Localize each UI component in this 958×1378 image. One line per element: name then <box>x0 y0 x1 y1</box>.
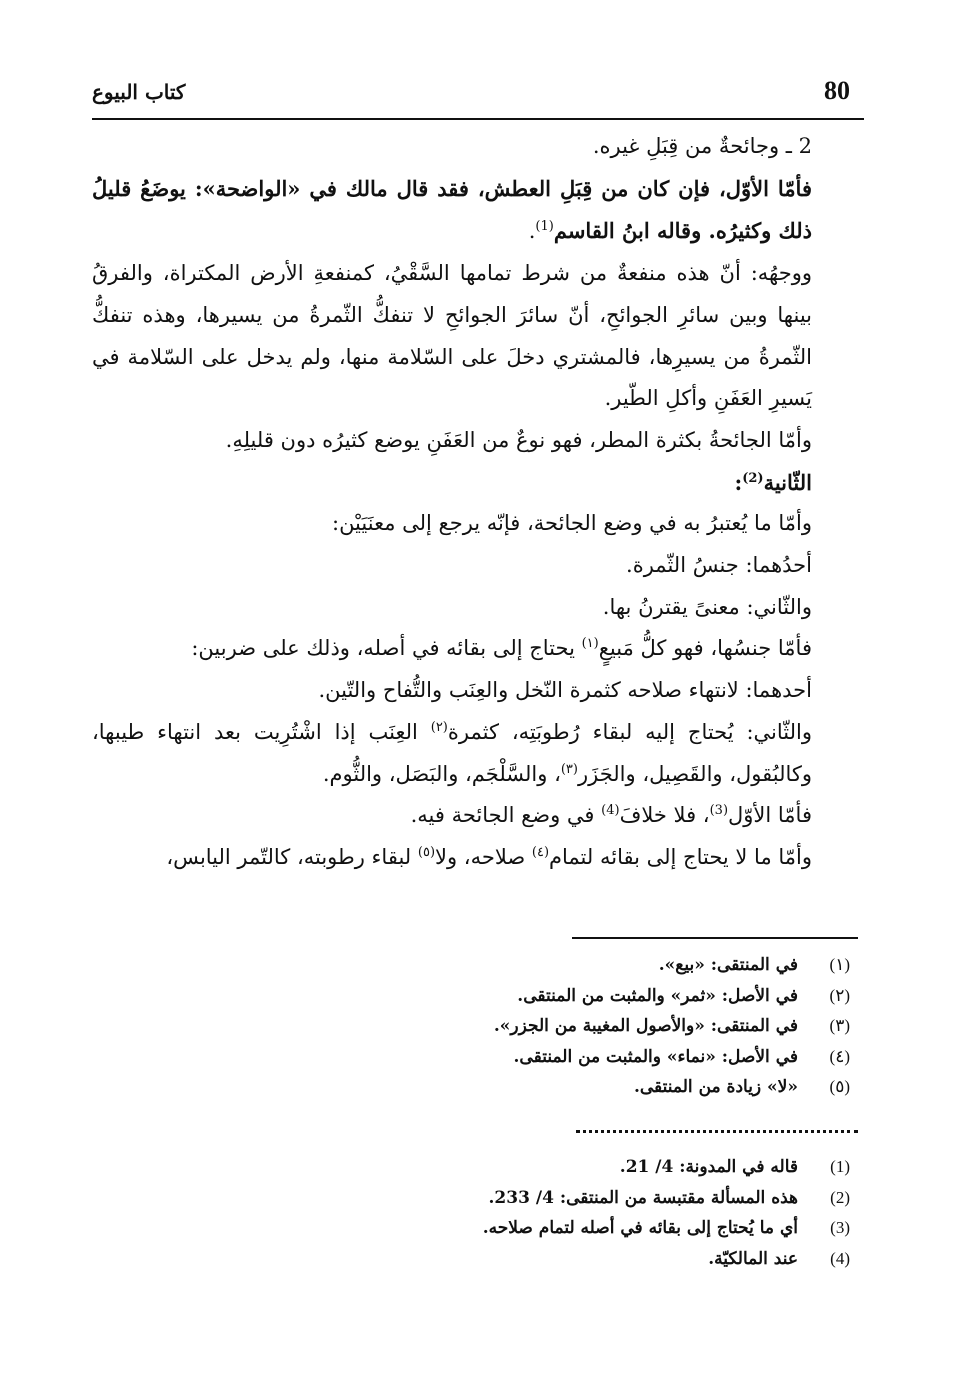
paragraph: وأمّا الجائحةُ بكثرة المطر، فهو نوعٌ من العَفَنِ يوضع كثيرُه دون قليلِهِ. <box>225 427 812 452</box>
footnote-text: في الأصل: «ثمر» والمثبت من المنتقى. <box>517 985 798 1006</box>
paragraph: والثّاني: معنىً يقترنُ بها. <box>602 594 812 619</box>
footnote-ref: (١) <box>581 636 599 652</box>
footnote-text: «لا» زيادة من المنتقى. <box>633 1077 798 1097</box>
footnote-separator <box>572 937 858 939</box>
paragraph: ووجهُه: أنّ هذه منفعةٌ من شرط تمامها السَّقْيُ، كمنفعةِ الأرض المكتراة، والفرقُ بينها وبين سائرِ الجوائحِ، أنّ سائرَ الجوائحِ لا تنفكُّ الثّمرةُ من يسيرها، وهذه تنفكُّ الثّمرةُ من يسيرِها، فالمشتري دخلَ على السّلامة منها، ولم يدخل على السّلامة في يَسيرِ العَفَنِ وأكلِ الطّير. <box>92 261 812 411</box>
footnote-item <box>92 1183 862 1214</box>
paragraph: فأمّا الأوّل، فإن كان من قِبَلِ العطش، فقد قال مالك في «الواضحة»: يوضَعُ قليلُ ذلك وكثيرُه. وقاله ابنُ القاسم$^{(1)}$. <box>92 175 812 244</box>
paragraph: أحدهما: لانتهاء صلاحه كثمرة النّخل والعِنَب والتُّفاح والتّين. <box>318 678 812 703</box>
book-title-wadiha: «الواضحة» <box>202 175 301 201</box>
footnote-text: في المنتقى: «بيع». <box>658 955 798 975</box>
paragraph: وأمّا ما يُعتبرُ به في وضع الجائحة، فإنّه يرجع إلى معنَيَيْن: <box>332 511 812 536</box>
paragraph: 2 ـ وجائحةٌ من قِبَلِ غيره. <box>592 134 812 158</box>
running-title: كتاب البيوع <box>92 80 186 104</box>
editor-footnotes <box>92 1152 862 1274</box>
footnote-ref: (1) <box>535 219 554 235</box>
footnote-ref: (٤) <box>531 844 550 860</box>
footnote-number: (1) <box>830 1157 850 1176</box>
dotted-separator <box>576 1130 858 1133</box>
footnote-text: قاله في المدونة: 4/ 21. <box>619 1157 798 1177</box>
footnote-ref: (٢) <box>430 719 448 735</box>
main-text <box>92 126 850 879</box>
footnote-item <box>92 1213 862 1244</box>
footnote-text: في الأصل: «نماء» والمثبت من المنتقى. <box>513 1046 798 1067</box>
footnote-ref: (4) <box>601 803 620 819</box>
footnote-number: (٢) <box>829 985 850 1005</box>
paragraph: أحدُهما: جنسُ الثّمرة. <box>626 553 812 578</box>
footnote-ref: (٥) <box>417 844 436 860</box>
footnote-item <box>92 950 862 981</box>
footnote-number: (٤) <box>829 1046 850 1066</box>
footnote-text: في المنتقى: «والأصول المغيبة من الجزر». <box>493 1016 798 1036</box>
footnote-ref: (٣) <box>560 761 578 777</box>
footnote-text: هذه المسألة مقتبسة من المنتقى: 4/ 233. <box>488 1187 798 1208</box>
footnote-item <box>92 981 862 1012</box>
footnote-item <box>92 1042 862 1073</box>
footnote-ref: (2) <box>742 470 764 486</box>
footnote-number: (١) <box>829 955 850 974</box>
footnote-item <box>92 1152 862 1183</box>
section-heading: الثّانية$^{(2)}$: <box>734 469 812 495</box>
paragraph: وأمّا ما لا يحتاج إلى بقائه لتمام$^{(٤)}$ صلاحه، ولا$^{(٥)}$ لبقاء رطوبته، كالتّمر اليابس، <box>166 844 812 869</box>
footnote-text: أي ما يُحتاج إلى بقائه في أصله لتمام صلاحه. <box>482 1218 798 1238</box>
page-number: 80 <box>824 76 850 105</box>
header-rule <box>92 118 864 120</box>
footnote-item <box>92 1244 862 1275</box>
paragraph: فأمّا الأوّل$^{(3)}$، فلا خلافَ$^{(4)}$ في وضع الجائحة فيه. <box>410 803 812 828</box>
footnote-number: (3) <box>830 1218 850 1237</box>
paragraph: فأمّا جنسُها، فهو كلُّ مَبيعٍ$^{(١)}$ يحتاج إلى بقائه في أصله، وذلك على ضربين: <box>191 636 812 661</box>
page-header <box>92 72 864 112</box>
footnote-text: عند المالكيّة. <box>708 1248 798 1269</box>
footnote-number: (٥) <box>829 1077 850 1096</box>
footnote-ref: (3) <box>709 803 729 819</box>
footnote-number: (4) <box>830 1248 850 1268</box>
footnote-item <box>92 1011 862 1042</box>
footnote-number: (٣) <box>829 1016 850 1035</box>
footnote-number: (2) <box>830 1187 850 1207</box>
paragraph: والثّاني: يُحتاج إليه لبقاء رُطوبَتِه، كثمرة$^{(٢)}$ العِنَب إذا اشْتُرِيت بعد انتهاء طيبها، وكالبُقول، والقَصِيل، والجَزَر$^{(٣)}$، والسَّلْجَم، والبَصَل، والثُّوم. <box>92 719 813 786</box>
manuscript-footnotes <box>92 950 862 1103</box>
footnote-item <box>92 1072 862 1103</box>
